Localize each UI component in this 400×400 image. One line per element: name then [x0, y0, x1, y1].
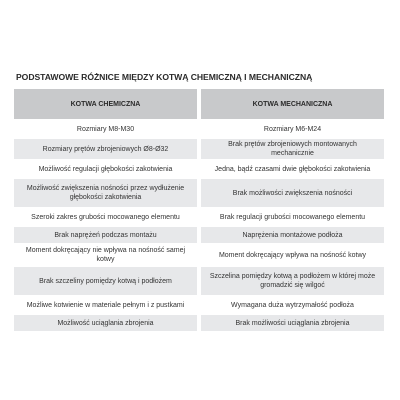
table-row [14, 297, 384, 313]
chemical-cell: Możliwość regulacji głębokości zakotwienia [14, 161, 197, 177]
mechanical-cell: Moment dokręcający wpływa na nośność kotwy [201, 245, 384, 265]
mechanical-cell: Rozmiary M6-M24 [201, 121, 384, 137]
comparison-table [14, 87, 384, 333]
chemical-cell: Szeroki zakres grubości mocowanego elementu [14, 209, 197, 225]
mechanical-cell: Jedna, bądź czasami dwie głębokości zakotwienia [201, 161, 384, 177]
table-row [14, 267, 384, 295]
mechanical-cell: Brak możliwości zwiększenia nośności [201, 179, 384, 207]
chemical-cell: Możliwe kotwienie w materiale pełnym i z pustkami [14, 297, 197, 313]
table-row [14, 179, 384, 207]
table-row [14, 245, 384, 265]
mechanical-cell: Wymagana duża wytrzymałość podłoża [201, 297, 384, 313]
chemical-cell: Rozmiary prętów zbrojeniowych Ø8-Ø32 [14, 139, 197, 159]
mechanical-cell: Brak możliwości uciąglania zbrojenia [201, 315, 384, 331]
table-row [14, 161, 384, 177]
table-row [14, 209, 384, 225]
mechanical-cell: Brak prętów zbrojeniowych montowanych mechanicznie [201, 139, 384, 159]
table-row [14, 139, 384, 159]
table-row [14, 315, 384, 331]
chemical-cell: Możliwość uciąglania zbrojenia [14, 315, 197, 331]
chemical-cell: Brak szczeliny pomiędzy kotwą i podłożem [14, 267, 197, 295]
mechanical-cell: Szczelina pomiędzy kotwą a podłożem w której może gromadzić się wilgoć [201, 267, 384, 295]
table-row [14, 227, 384, 243]
table-row [14, 121, 384, 137]
header-row [14, 89, 384, 119]
chemical-cell: Możliwość zwiększenia nośności przez wydłużenie głębokości zakotwienia [14, 179, 197, 207]
chemical-cell: Rozmiary M8-M30 [14, 121, 197, 137]
mechanical-cell: Brak regulacji grubości mocowanego elementu [201, 209, 384, 225]
header-chemical-anchor: KOTWA CHEMICZNA [14, 89, 197, 119]
chemical-cell: Moment dokręcający nie wpływa na nośność samej kotwy [14, 245, 197, 265]
header-mechanical-anchor: KOTWA MECHANICZNA [201, 89, 384, 119]
chemical-cell: Brak naprężeń podczas montażu [14, 227, 197, 243]
table-title: PODSTAWOWE RÓŻNICE MIĘDZY KOTWĄ CHEMICZNĄ I MECHANICZNĄ [16, 72, 313, 82]
mechanical-cell: Naprężenia montażowe podłoża [201, 227, 384, 243]
